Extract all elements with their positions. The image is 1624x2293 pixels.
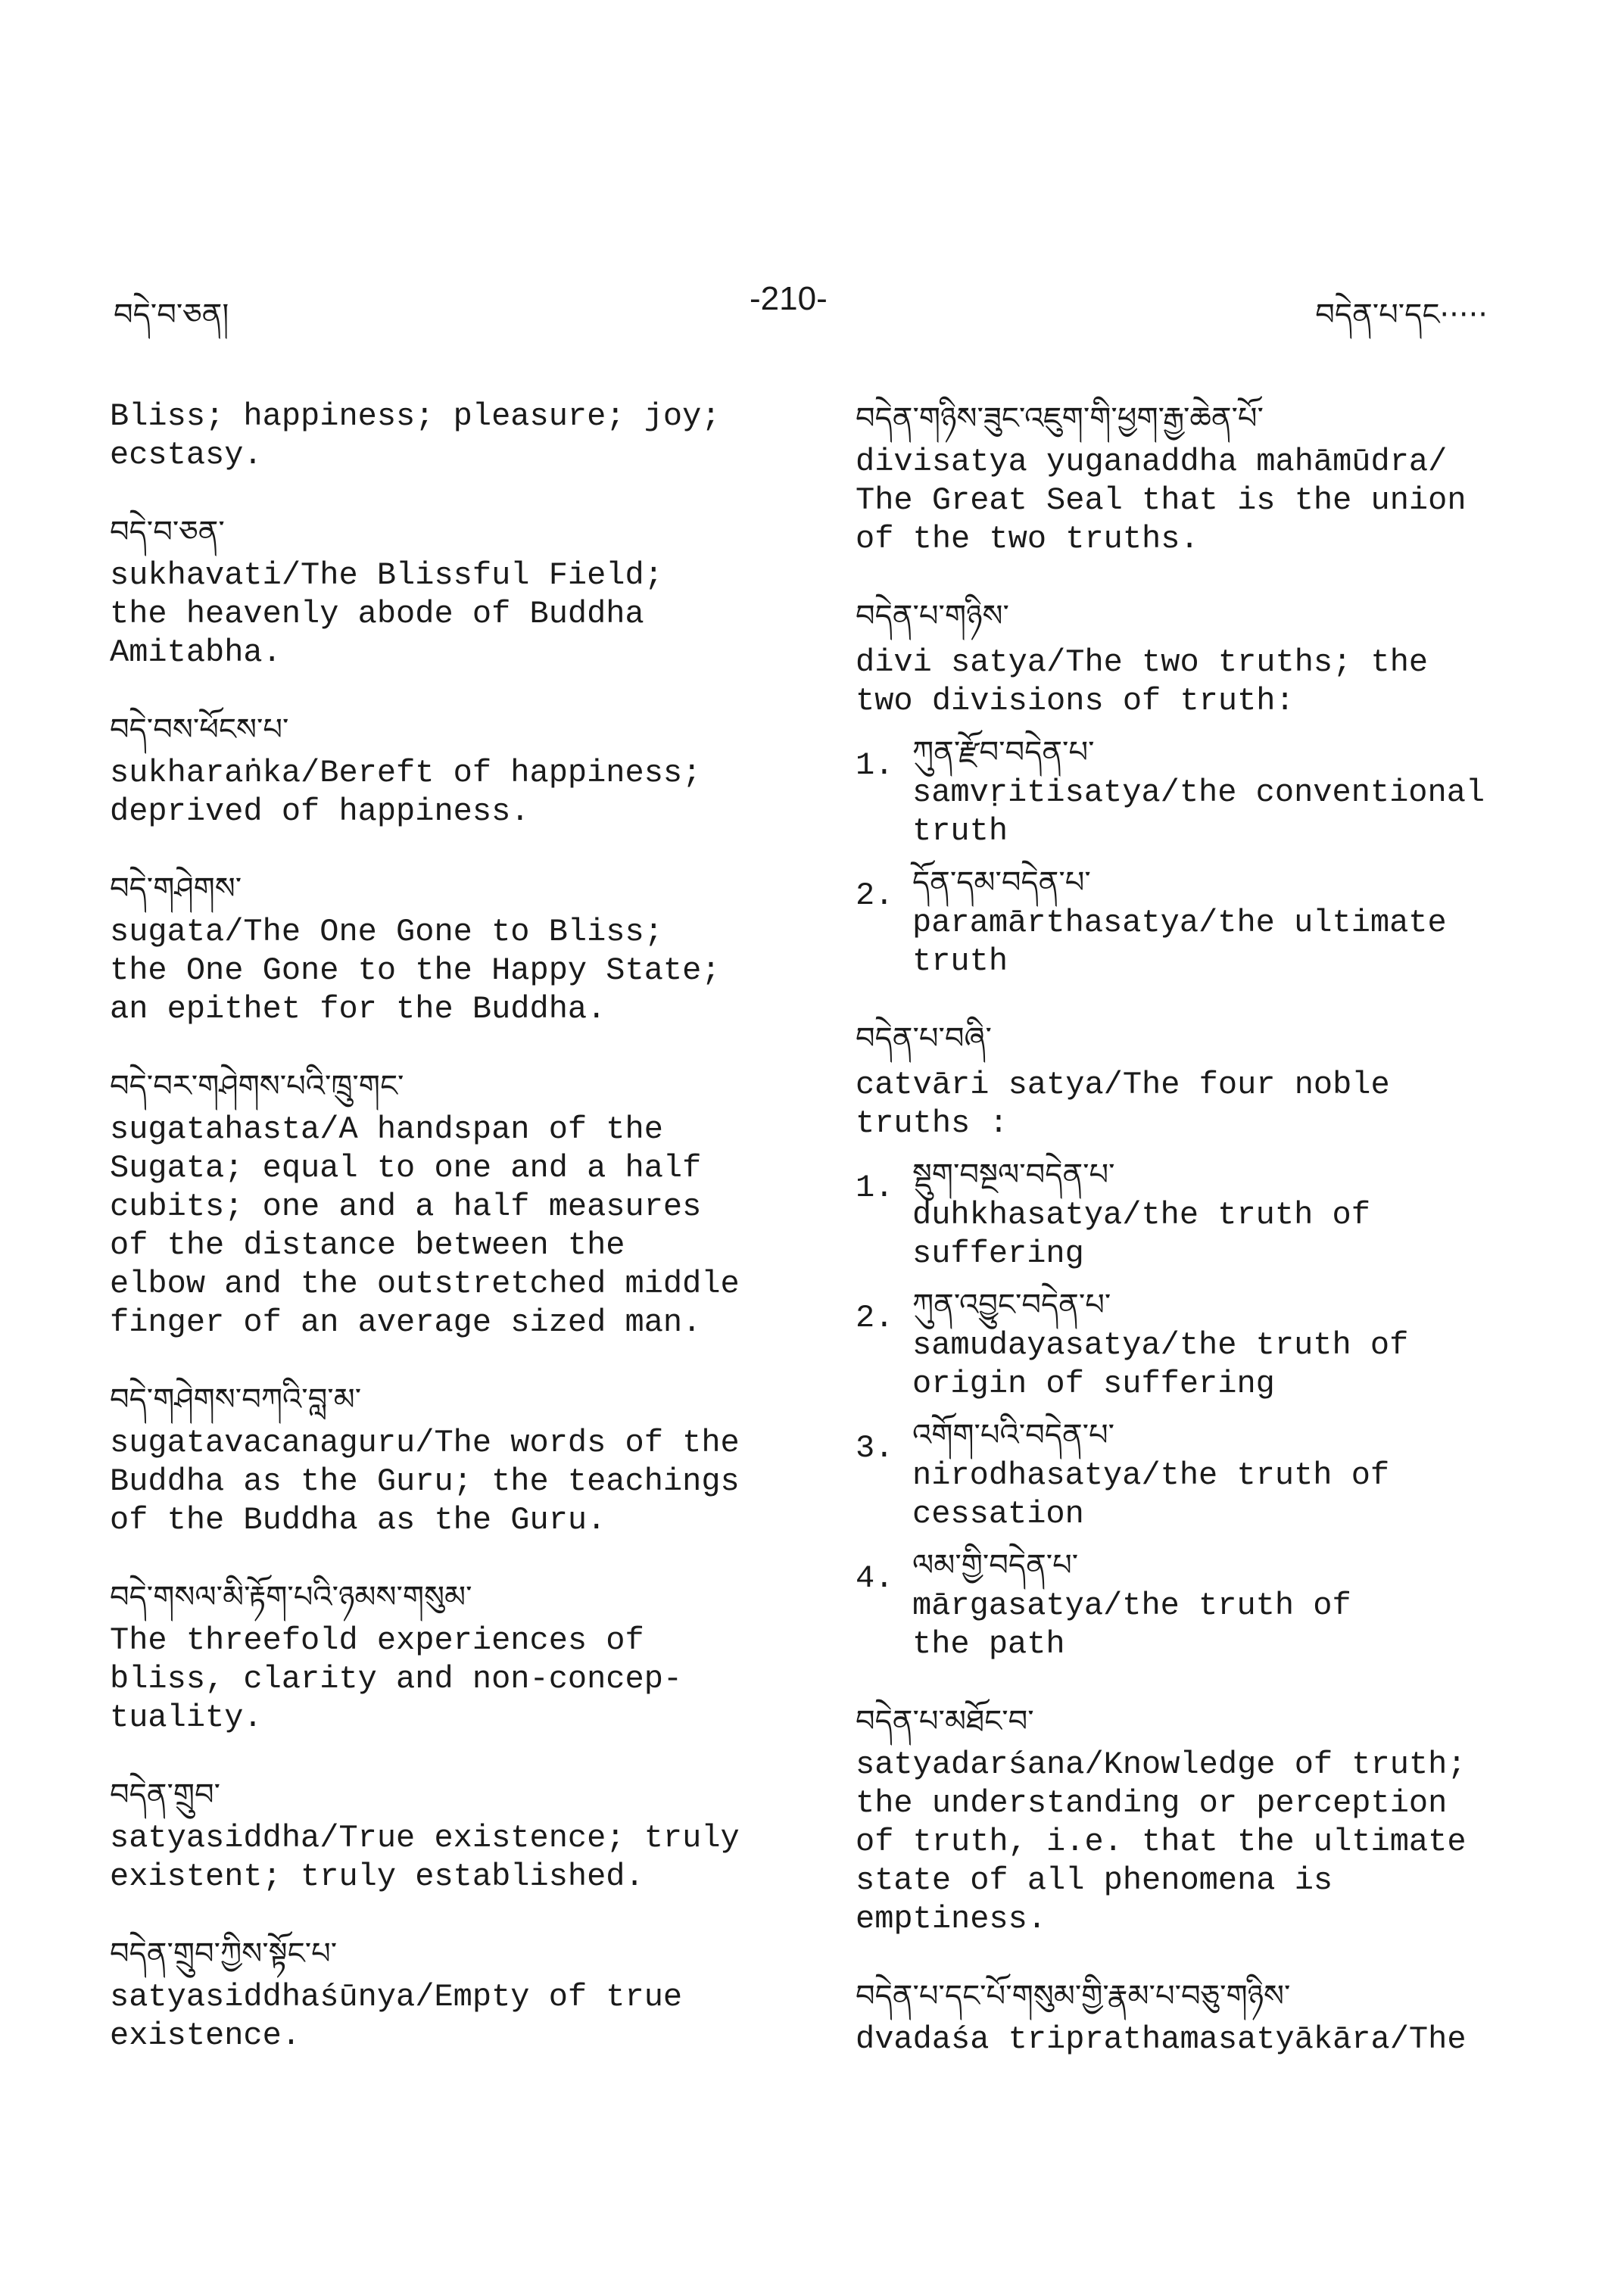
entry-headword: བདེ་བས་ཕོངས་པ་ [110,712,289,747]
sub-entry [856,861,1522,981]
sub-entry-number: 2. [856,877,894,914]
dictionary-entry [110,1576,806,1737]
dictionary-entry [856,1975,1522,2059]
right-column [856,397,1522,2095]
sub-entry [856,1414,1522,1534]
dictionary-entry [110,868,806,1029]
dictionary-entry [110,397,806,475]
sub-entry-definition: mārgasatya/the truth of the path [912,1587,1351,1662]
dictionary-entry [110,1065,806,1342]
running-head-left: བདེ་བ་ཅན། [114,298,229,332]
entry-definition: divi satya/The two truths; the two divisions of truth: [856,644,1429,719]
sub-entry-headword: དོན་དམ་བདེན་པ་ [912,865,1091,900]
entry-definition: sugatavacanaguru/The words of the Buddha as the Guru; the teachings of the Buddha as the Guru. [110,1425,740,1538]
entry-definition: satyadarśana/Knowledge of truth; the understanding or perception of truth, i.e. that the ultimate state of all phenomena is emptiness. [856,1746,1467,1937]
sub-entry-number: 2. [856,1300,894,1336]
entry-headword: བདེ་གསལ་མི་རྟོག་པའི་ཉམས་གསུམ་ [110,1580,472,1615]
running-head-right: བདེན་པ་དང····· [1315,298,1488,332]
dictionary-entry [110,709,806,831]
entry-headword: བདེན་གཉིས་ཟུང་འཇུག་གི་ཕྱག་རྒྱ་ཆེན་པོ་ [856,401,1264,436]
entry-headword: བདེན་པ་དང་པོ་གསུམ་གྱི་རྣམ་པ་བཅུ་གཉིས་ [856,1979,1291,2014]
dictionary-entry [856,397,1522,559]
entry-definition: satyasiddhaśūnya/Empty of true existence. [110,1979,683,2054]
entry-definition: The threefold experiences of bliss, clarity and non-concep- tuality. [110,1622,683,1736]
dictionary-entry [110,1933,806,2055]
entry-definition: satyasiddha/True existence; truly existent; truly established. [110,1820,740,1895]
entry-headword: བདེན་པ་མཐོང་བ་ [856,1704,1034,1739]
entry-headword: བདེ་བར་གཤེགས་པའི་ཁྲུ་གང་ [110,1069,404,1104]
entry-headword: བདེན་གྲུབ་ [110,1777,221,1812]
entry-definition: sukharaṅka/Bereft of happiness; deprived of happiness. [110,755,702,830]
dictionary-entry [856,595,1522,981]
sub-entry-headword: ཀུན་འབྱུང་བདེན་པ་ [912,1288,1111,1323]
entry-headword: བདེ་གཤེགས་ [110,871,242,906]
entry-headword: བདེན་གྲུབ་ཀྱིས་སྟོང་པ་ [110,1936,338,1971]
dictionary-entry [110,1379,806,1540]
entry-headword: བདེན་པ་བཞི་ [856,1021,992,1056]
sub-entry-number: 3. [856,1430,894,1466]
sub-entry-definition: nirodhasatya/the truth of cessation [912,1457,1390,1532]
entry-definition: Bliss; happiness; pleasure; joy; ecstasy. [110,398,721,473]
sub-entry [856,1284,1522,1404]
entry-definition: sukhavati/The Blissful Field; the heavenly abode of Buddha Amitabha. [110,557,663,671]
sub-entry-headword: འགོག་པའི་བདེན་པ་ [912,1418,1115,1453]
sub-entry-definition: samudayasatya/the truth of origin of suffering [912,1327,1409,1402]
entry-headword: བདེ་གཤེགས་བཀའི་བླ་མ་ [110,1382,362,1417]
sub-entry-definition: samvṛitisatya/the conventional truth [912,774,1485,849]
sub-entry [856,1154,1522,1273]
dictionary-entry [110,1774,806,1896]
sub-entry-headword: ཀུན་རྫོབ་བདེན་པ་ [912,735,1095,770]
entry-headword: བདེན་པ་གཉིས་ [856,599,1009,634]
dictionary-entry [856,1700,1522,1939]
entry-definition: dvadaśa triprathamasatyākāra/The [856,2021,1467,2058]
entry-definition: sugata/The One Gone to Bliss; the One Gone to the Happy State; an epithet for the Buddha. [110,914,721,1027]
sub-entry-headword: ལམ་གྱི་བདེན་པ་ [912,1548,1079,1583]
entry-definition: divisatya yuganaddha mahāmūdra/ The Great Seal that is the union of the two truths. [856,444,1467,557]
dictionary-entry [856,1017,1522,1664]
dictionary-entry [110,511,806,672]
sub-entry-number: 4. [856,1560,894,1597]
page-number: -210- [750,280,828,317]
sub-entry-number: 1. [856,1170,894,1206]
sub-entry-definition: duhkhasatya/the truth of suffering [912,1197,1370,1272]
entry-definition: sugatahasta/A handspan of the Sugata; equal to one and a half cubits; one and a half measures of the distance between the elbow and the outstretched middle finger of an average sized man. [110,1111,740,1341]
entry-headword: བདེ་བ་ཅན་ [110,515,225,550]
entry-definition: catvāri satya/The four noble truths : [856,1067,1390,1142]
sub-entry [856,731,1522,851]
sub-entry-number: 1. [856,747,894,784]
left-column [110,397,806,2092]
sub-entry [856,1544,1522,1664]
sub-entry-headword: སྡུག་བསྔལ་བདེན་པ་ [912,1157,1115,1192]
sub-entry-definition: paramārthasatya/the ultimate truth [912,905,1447,980]
